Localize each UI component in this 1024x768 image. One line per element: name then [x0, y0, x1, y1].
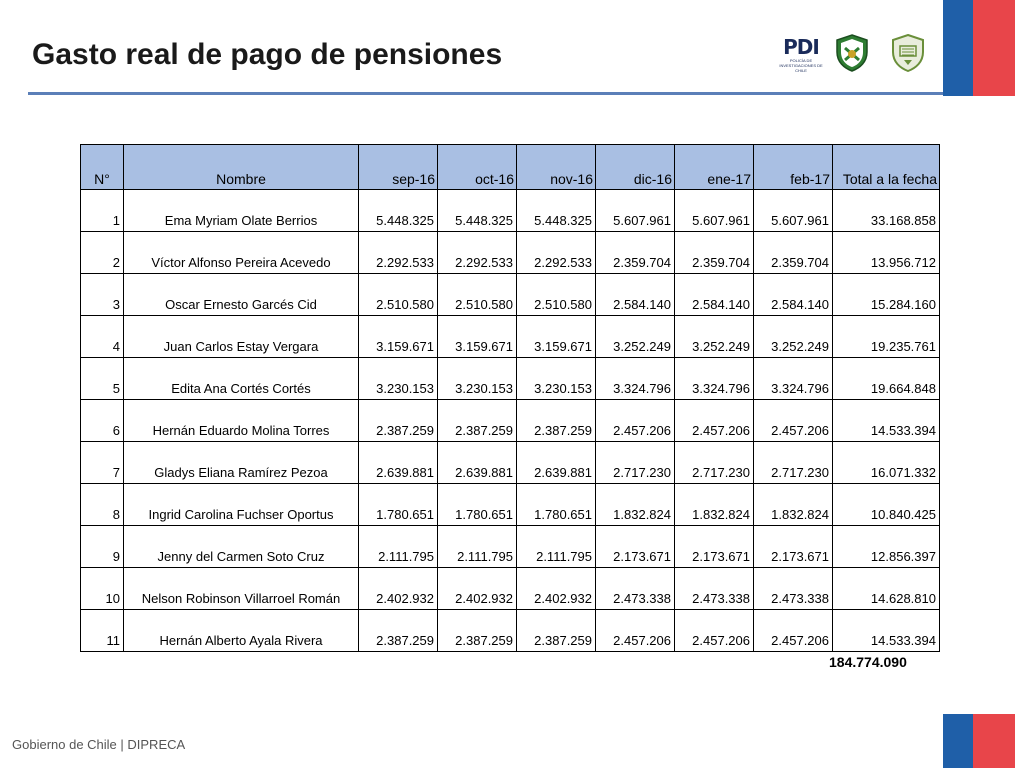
gendarmeria-shield-icon: [890, 34, 926, 72]
cell-total: 12.856.397: [833, 526, 940, 568]
grand-total: 184.774.090: [829, 654, 907, 670]
table-row: [81, 610, 940, 652]
cell-nov-16: 2.387.259: [517, 400, 596, 442]
cell-nov-16: 3.230.153: [517, 358, 596, 400]
pdi-logo-subtext: POLICÍA DE INVESTIGACIONES DE CHILE: [779, 58, 823, 73]
carabineros-shield-icon: [834, 34, 870, 72]
cell-name: Jenny del Carmen Soto Cruz: [124, 526, 359, 568]
cell-nov-16: 3.159.671: [517, 316, 596, 358]
cell-total: 19.664.848: [833, 358, 940, 400]
cell-dic-16: 2.473.338: [596, 568, 675, 610]
cell-ene-17: 2.473.338: [675, 568, 754, 610]
cell-nov-16: 2.402.932: [517, 568, 596, 610]
table-row: [81, 316, 940, 358]
flag-stripe-bottom: [943, 714, 1015, 768]
cell-nov-16: 2.292.533: [517, 232, 596, 274]
cell-ene-17: 2.584.140: [675, 274, 754, 316]
header-oct-16: oct-16: [438, 145, 517, 190]
cell-number: 4: [81, 316, 124, 358]
cell-sep-16: 2.111.795: [359, 526, 438, 568]
pension-table: [80, 144, 940, 652]
cell-feb-17: 2.457.206: [754, 400, 833, 442]
cell-feb-17: 2.359.704: [754, 232, 833, 274]
cell-total: 15.284.160: [833, 274, 940, 316]
cell-name: Ema Myriam Olate Berrios: [124, 190, 359, 232]
cell-oct-16: 2.111.795: [438, 526, 517, 568]
cell-sep-16: 2.387.259: [359, 400, 438, 442]
footer-text: Gobierno de Chile | DIPRECA: [12, 737, 186, 752]
cell-oct-16: 5.448.325: [438, 190, 517, 232]
cell-total: 14.628.810: [833, 568, 940, 610]
cell-number: 10: [81, 568, 124, 610]
cell-sep-16: 2.387.259: [359, 610, 438, 652]
cell-total: 16.071.332: [833, 442, 940, 484]
header-ene-17: ene-17: [675, 145, 754, 190]
cell-number: 6: [81, 400, 124, 442]
cell-dic-16: 2.173.671: [596, 526, 675, 568]
table-row: [81, 568, 940, 610]
table-body: [81, 190, 940, 652]
cell-dic-16: 2.584.140: [596, 274, 675, 316]
cell-number: 8: [81, 484, 124, 526]
cell-ene-17: 3.252.249: [675, 316, 754, 358]
header-number: N°: [81, 145, 124, 190]
cell-oct-16: 2.387.259: [438, 400, 517, 442]
cell-oct-16: 3.230.153: [438, 358, 517, 400]
cell-total: 10.840.425: [833, 484, 940, 526]
cell-name: Edita Ana Cortés Cortés: [124, 358, 359, 400]
cell-number: 7: [81, 442, 124, 484]
cell-oct-16: 1.780.651: [438, 484, 517, 526]
page-title: Gasto real de pago de pensiones: [32, 38, 503, 71]
cell-oct-16: 2.387.259: [438, 610, 517, 652]
table-row: [81, 274, 940, 316]
cell-ene-17: 2.359.704: [675, 232, 754, 274]
table-row: [81, 484, 940, 526]
cell-dic-16: 2.457.206: [596, 400, 675, 442]
cell-total: 14.533.394: [833, 610, 940, 652]
cell-sep-16: 2.639.881: [359, 442, 438, 484]
table-row: [81, 526, 940, 568]
cell-ene-17: 5.607.961: [675, 190, 754, 232]
cell-number: 1: [81, 190, 124, 232]
cell-dic-16: 3.324.796: [596, 358, 675, 400]
cell-dic-16: 2.359.704: [596, 232, 675, 274]
cell-ene-17: 1.832.824: [675, 484, 754, 526]
cell-name: Nelson Robinson Villarroel Román: [124, 568, 359, 610]
flag-red-band: [973, 714, 1015, 768]
cell-feb-17: 5.607.961: [754, 190, 833, 232]
cell-sep-16: 2.510.580: [359, 274, 438, 316]
cell-name: Hernán Alberto Ayala Rivera: [124, 610, 359, 652]
cell-ene-17: 2.717.230: [675, 442, 754, 484]
cell-oct-16: 2.292.533: [438, 232, 517, 274]
table-row: [81, 190, 940, 232]
cell-name: Oscar Ernesto Garcés Cid: [124, 274, 359, 316]
cell-ene-17: 3.324.796: [675, 358, 754, 400]
cell-oct-16: 2.639.881: [438, 442, 517, 484]
cell-number: 9: [81, 526, 124, 568]
pdi-logo-text: PDI: [783, 35, 819, 59]
cell-feb-17: 3.324.796: [754, 358, 833, 400]
cell-dic-16: 2.457.206: [596, 610, 675, 652]
flag-stripe-top: [943, 0, 1015, 96]
pdi-logo: [776, 36, 826, 74]
cell-feb-17: 2.173.671: [754, 526, 833, 568]
cell-total: 33.168.858: [833, 190, 940, 232]
cell-feb-17: 1.832.824: [754, 484, 833, 526]
cell-number: 11: [81, 610, 124, 652]
cell-ene-17: 2.457.206: [675, 400, 754, 442]
cell-name: Juan Carlos Estay Vergara: [124, 316, 359, 358]
cell-sep-16: 3.230.153: [359, 358, 438, 400]
institution-logos: [772, 34, 932, 74]
flag-red-band: [973, 0, 1015, 96]
cell-oct-16: 3.159.671: [438, 316, 517, 358]
cell-feb-17: 2.584.140: [754, 274, 833, 316]
cell-sep-16: 3.159.671: [359, 316, 438, 358]
cell-name: Hernán Eduardo Molina Torres: [124, 400, 359, 442]
pension-table-container: [80, 144, 940, 652]
table-row: [81, 400, 940, 442]
cell-sep-16: 5.448.325: [359, 190, 438, 232]
cell-total: 14.533.394: [833, 400, 940, 442]
cell-name: Víctor Alfonso Pereira Acevedo: [124, 232, 359, 274]
cell-ene-17: 2.173.671: [675, 526, 754, 568]
cell-name: Gladys Eliana Ramírez Pezoa: [124, 442, 359, 484]
table-row: [81, 358, 940, 400]
title-divider: [28, 92, 956, 95]
cell-nov-16: 2.510.580: [517, 274, 596, 316]
flag-blue-band: [943, 714, 973, 768]
table-row: [81, 232, 940, 274]
cell-dic-16: 1.832.824: [596, 484, 675, 526]
cell-nov-16: 1.780.651: [517, 484, 596, 526]
cell-feb-17: 2.473.338: [754, 568, 833, 610]
cell-feb-17: 2.717.230: [754, 442, 833, 484]
cell-feb-17: 3.252.249: [754, 316, 833, 358]
cell-oct-16: 2.402.932: [438, 568, 517, 610]
cell-number: 2: [81, 232, 124, 274]
cell-sep-16: 2.292.533: [359, 232, 438, 274]
header-dic-16: dic-16: [596, 145, 675, 190]
cell-feb-17: 2.457.206: [754, 610, 833, 652]
cell-number: 3: [81, 274, 124, 316]
cell-dic-16: 3.252.249: [596, 316, 675, 358]
cell-nov-16: 2.111.795: [517, 526, 596, 568]
cell-total: 19.235.761: [833, 316, 940, 358]
cell-ene-17: 2.457.206: [675, 610, 754, 652]
cell-nov-16: 2.387.259: [517, 610, 596, 652]
flag-blue-band: [943, 0, 973, 96]
cell-total: 13.956.712: [833, 232, 940, 274]
cell-oct-16: 2.510.580: [438, 274, 517, 316]
cell-nov-16: 2.639.881: [517, 442, 596, 484]
cell-name: Ingrid Carolina Fuchser Oportus: [124, 484, 359, 526]
cell-number: 5: [81, 358, 124, 400]
cell-dic-16: 5.607.961: [596, 190, 675, 232]
cell-sep-16: 2.402.932: [359, 568, 438, 610]
cell-dic-16: 2.717.230: [596, 442, 675, 484]
header-total: Total a la fecha: [833, 145, 940, 190]
header-feb-17: feb-17: [754, 145, 833, 190]
header-sep-16: sep-16: [359, 145, 438, 190]
table-header-row: [81, 145, 940, 190]
header-nov-16: nov-16: [517, 145, 596, 190]
cell-sep-16: 1.780.651: [359, 484, 438, 526]
cell-nov-16: 5.448.325: [517, 190, 596, 232]
table-row: [81, 442, 940, 484]
header-name: Nombre: [124, 145, 359, 190]
